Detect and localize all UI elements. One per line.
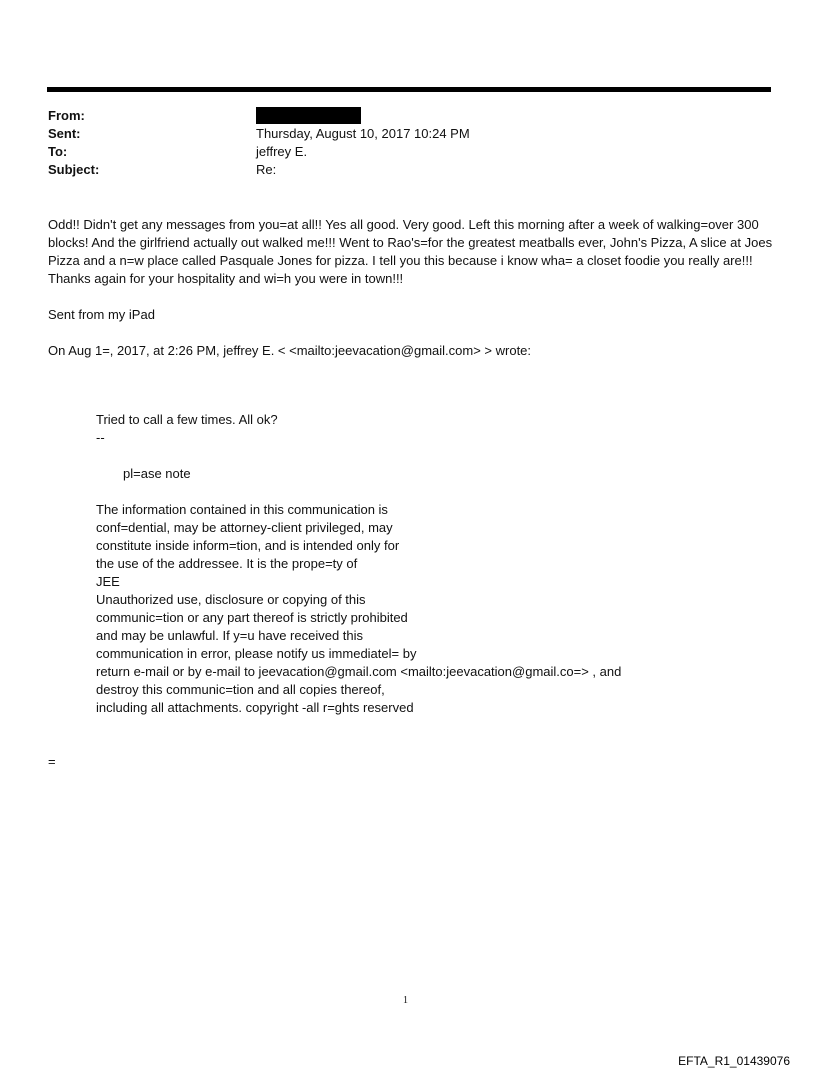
quoted-line: Tried to call a few times. All ok? bbox=[96, 412, 278, 427]
disclaimer-line: The information contained in this communication is bbox=[96, 502, 388, 517]
from-row bbox=[48, 107, 748, 125]
to-value: jeffrey E. bbox=[256, 144, 308, 159]
from-value bbox=[256, 107, 748, 125]
disclaimer-line: communic=tion or any part thereof is strictly prohibited bbox=[96, 610, 408, 625]
to-row bbox=[48, 143, 748, 161]
header-rule bbox=[47, 87, 771, 92]
redaction-box bbox=[256, 107, 361, 124]
disclaimer-line: including all attachments. copyright -all r=ghts reserved bbox=[96, 700, 414, 715]
disclaimer-line: constitute inside inform=tion, and is intended only for bbox=[96, 538, 400, 553]
disclaimer-line: Unauthorized use, disclosure or copying of this bbox=[96, 592, 366, 607]
disclaimer-line: return e-mail or by e-mail to jeevacation@gmail.com <mailto:jeevacation@gmail.co=> , and bbox=[96, 664, 622, 679]
disclaimer-line: and may be unlawful. If y=u have received this bbox=[96, 628, 364, 643]
spacer bbox=[96, 447, 776, 465]
sent-row bbox=[48, 125, 748, 143]
document-id: EFTA_R1_01439076 bbox=[678, 1054, 790, 1068]
quoted-note: pl=ase note bbox=[123, 466, 191, 481]
disclaimer-line: communication in error, please notify us immediatel= by bbox=[96, 646, 417, 661]
trailing-equals: = bbox=[48, 754, 56, 769]
quoted-message bbox=[96, 411, 776, 717]
disclaimer-line: conf=dential, may be attorney-client privileged, may bbox=[96, 520, 393, 535]
body-paragraph: Odd!! Didn't get any messages from you=at all!! Yes all good. Very good. Left this morning after a week of walking=over 300 blocks! And the girlfriend actually out walked me!!! Went to Rao's=for the greatest meatballs ever, John's Pizza, A slice at Joes Pizza and a n=w place called Pasquale Jones for pizza. I tell you this because i know wha= a closet foodie you really are!!! Thanks again for your hospitality and wi=h you were in town!!! bbox=[48, 217, 773, 286]
subject-label: Subject: bbox=[48, 162, 100, 177]
spacer bbox=[96, 483, 776, 501]
disclaimer-line: the use of the addressee. It is the prope=ty of bbox=[96, 556, 358, 571]
subject-row bbox=[48, 161, 748, 179]
page-number: 1 bbox=[403, 995, 408, 1006]
sent-label: Sent: bbox=[48, 126, 81, 141]
email-header bbox=[48, 107, 748, 179]
email-body bbox=[48, 216, 778, 360]
to-label: To: bbox=[48, 144, 68, 159]
sent-value: Thursday, August 10, 2017 10:24 PM bbox=[256, 126, 470, 141]
from-label: From: bbox=[48, 108, 85, 123]
disclaimer-line: destroy this communic=tion and all copies thereof, bbox=[96, 682, 385, 697]
disclaimer-line: JEE bbox=[96, 574, 120, 589]
signature: Sent from my iPad bbox=[48, 307, 155, 322]
subject-value: Re: bbox=[256, 162, 277, 177]
reply-intro: On Aug 1=, 2017, at 2:26 PM, jeffrey E. < <mailto:jeevacation@gmail.com> > wrote: bbox=[48, 343, 532, 358]
quoted-separator: -- bbox=[96, 430, 105, 445]
